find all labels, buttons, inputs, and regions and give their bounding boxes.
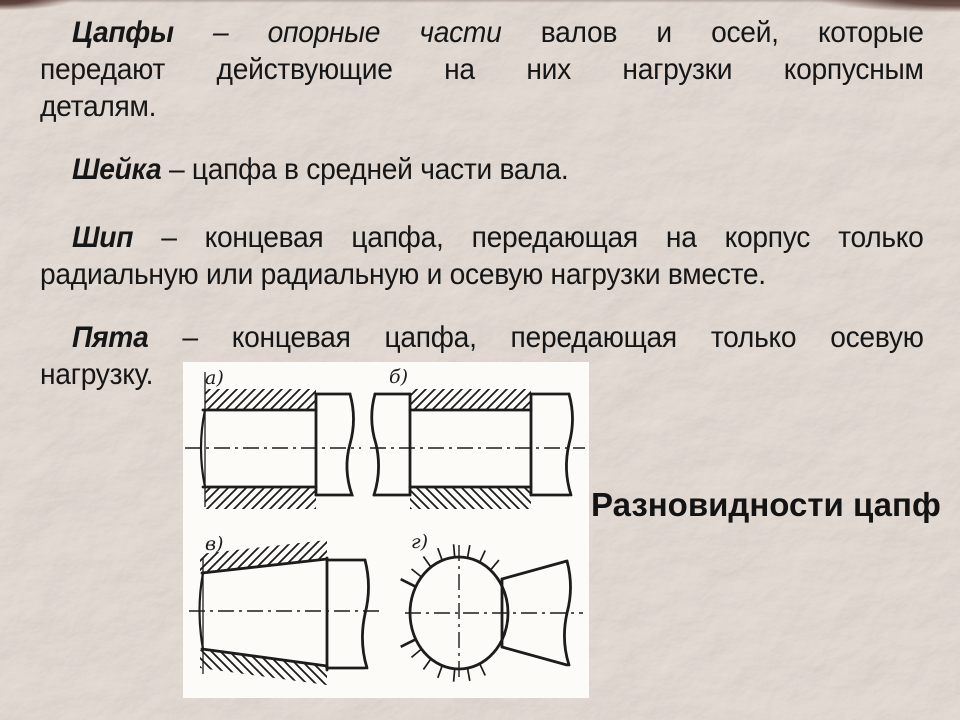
dash: – [133, 221, 205, 254]
definition-sheyka [40, 151, 924, 188]
term-sheyka: Шейка [71, 153, 162, 186]
term-tail: – опорные части [173, 16, 502, 49]
drawing-cylindrical-journal [185, 367, 361, 509]
definition-ship [40, 219, 924, 293]
drawing-spherical-journal [401, 531, 583, 682]
definition-line: деталям. [40, 90, 157, 123]
definition-line [40, 219, 924, 256]
definition-text: концевая цапфа, передающая только осевую [231, 321, 924, 354]
definition-line [40, 151, 924, 188]
definition-line [40, 319, 924, 356]
figure-label-b: б) [389, 366, 409, 388]
figure-label-a: а) [205, 367, 224, 389]
dash: – [148, 321, 232, 354]
top-edge-shadow [0, 0, 960, 3]
definition-line: передают действующие на них нагрузки корпусным [40, 53, 924, 86]
dash: – [161, 153, 192, 186]
hatch-bottom [200, 650, 327, 685]
journal-types-figure [183, 362, 589, 698]
definition-tsapfy [40, 14, 924, 125]
term-tsapfy: Цапфы [71, 16, 174, 49]
hatch-top [205, 389, 316, 410]
drawing-conical-journal [189, 533, 379, 685]
figure-caption: Разновидности цапф [591, 486, 941, 523]
hatch-bottom [205, 487, 316, 509]
term-ship: Шип [71, 221, 134, 254]
definition-text: валов и осей, которые [501, 16, 924, 49]
journal-types-drawing [183, 362, 589, 698]
drawing-neck-journal [370, 366, 585, 509]
figure-label-v: в) [205, 533, 224, 555]
definition-text: цапфа в средней части вала. [191, 153, 569, 186]
hatch-top [410, 389, 531, 410]
seat-lip-bottom [401, 639, 416, 647]
definition-text: концевая цапфа, передающая на корпус только [204, 221, 924, 254]
hatch-bottom [410, 487, 531, 509]
figure-label-g: г) [411, 531, 429, 553]
definition-line: радиальную или радиальную и осевую нагрузки вместе. [40, 258, 766, 291]
definition-line: нагрузку. [40, 358, 154, 391]
term-pyata: Пята [71, 321, 149, 354]
seat-lip-top [401, 579, 416, 587]
definition-line [40, 14, 924, 51]
